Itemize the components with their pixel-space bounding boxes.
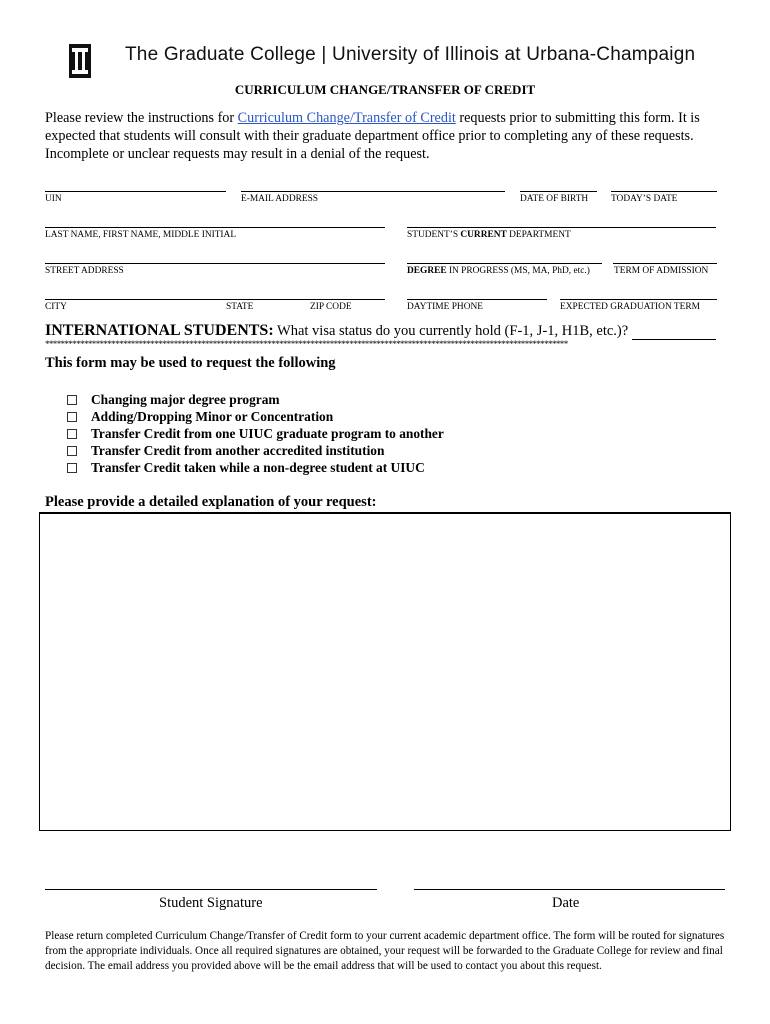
today-date-field[interactable] <box>611 191 717 192</box>
visa-question: What visa status do you currently hold (F-1, J-1, H1B, etc.)? <box>273 323 629 339</box>
today-date-label: TODAY’S DATE <box>611 194 678 204</box>
checkbox-icon[interactable] <box>67 463 77 473</box>
street-address-label: STREET ADDRESS <box>45 266 124 276</box>
option-adding-dropping-minor[interactable]: Adding/Dropping Minor or Concentration <box>67 408 444 425</box>
option-changing-major[interactable]: Changing major degree program <box>67 391 444 408</box>
signature-date-label: Date <box>552 895 580 911</box>
degree-field[interactable] <box>407 263 602 264</box>
email-field[interactable] <box>241 191 505 192</box>
term-admission-label: TERM OF ADMISSION <box>614 266 709 276</box>
option-transfer-non-degree[interactable]: Transfer Credit taken while a non-degree student at UIUC <box>67 459 444 476</box>
international-students-question <box>45 322 716 340</box>
zip-label: ZIP CODE <box>310 302 352 312</box>
intro-paragraph <box>45 109 735 163</box>
instructions-link[interactable]: Curriculum Change/Transfer of Credit <box>237 110 456 126</box>
option-transfer-other-institution[interactable]: Transfer Credit from another accredited institution <box>67 442 444 459</box>
dob-field[interactable] <box>520 191 597 192</box>
name-label: LAST NAME, FIRST NAME, MIDDLE INITIAL <box>45 230 237 240</box>
intro-text-start: Please review the instructions for <box>45 110 238 126</box>
checkbox-icon[interactable] <box>67 412 77 422</box>
department-field[interactable] <box>407 227 716 228</box>
student-signature-field[interactable] <box>45 889 377 890</box>
name-field[interactable] <box>45 227 385 228</box>
uin-label: UIN <box>45 194 62 204</box>
request-options-list <box>67 391 444 476</box>
international-label: INTERNATIONAL STUDENTS: <box>45 322 274 339</box>
graduation-term-field[interactable] <box>560 299 717 300</box>
footer-instructions: Please return completed Curriculum Change/Transfer of Credit form to your current academic department office. The form will be routed for signatures from the appropriate individuals. Once all required signatures are obtained, your request will be forwarded to the Graduate College for review and final decision. The email address you provided above will be the email address that will be used to contact you about this request. <box>45 930 725 972</box>
student-signature-label: Student Signature <box>159 895 263 911</box>
university-logo-icon <box>69 44 91 78</box>
street-address-field[interactable] <box>45 263 385 264</box>
city-label: CITY <box>45 302 67 312</box>
dob-label: DATE OF BIRTH <box>520 194 589 204</box>
visa-status-field[interactable] <box>632 325 716 340</box>
term-admission-field[interactable] <box>613 263 717 264</box>
intro-text-end: requests prior to submitting this form. It is expected that students will consult with their graduate department office prior to completing any of these requests. Incomplete or unclear requests may result in a denial of the request. <box>45 110 700 162</box>
degree-label: DEGREE IN PROGRESS (MS, MA, PhD, etc.) <box>407 266 590 276</box>
explanation-textarea[interactable] <box>39 512 731 831</box>
city-state-zip-field[interactable] <box>45 299 385 300</box>
email-label: E-MAIL ADDRESS <box>241 194 318 204</box>
phone-label: DAYTIME PHONE <box>407 302 483 312</box>
form-title: CURRICULUM CHANGE/TRANSFER OF CREDIT <box>234 82 536 97</box>
graduation-term-label: EXPECTED GRADUATION TERM <box>560 302 700 312</box>
separator-stars: ************************************************************************************************************************************** <box>45 339 568 349</box>
signature-date-field[interactable] <box>414 889 725 890</box>
uses-title: This form may be used to request the following <box>45 355 336 371</box>
department-label: STUDENT’S CURRENT DEPARTMENT <box>407 230 571 240</box>
explanation-title: Please provide a detailed explanation of your request: <box>45 494 377 510</box>
checkbox-icon[interactable] <box>67 446 77 456</box>
uin-field[interactable] <box>45 191 226 192</box>
header-title: The Graduate College | University of Illinois at Urbana-Champaign <box>125 44 696 65</box>
checkbox-icon[interactable] <box>67 429 77 439</box>
checkbox-icon[interactable] <box>67 395 77 405</box>
state-label: STATE <box>226 302 254 312</box>
option-transfer-uiuc[interactable]: Transfer Credit from one UIUC graduate program to another <box>67 425 444 442</box>
phone-field[interactable] <box>407 299 547 300</box>
